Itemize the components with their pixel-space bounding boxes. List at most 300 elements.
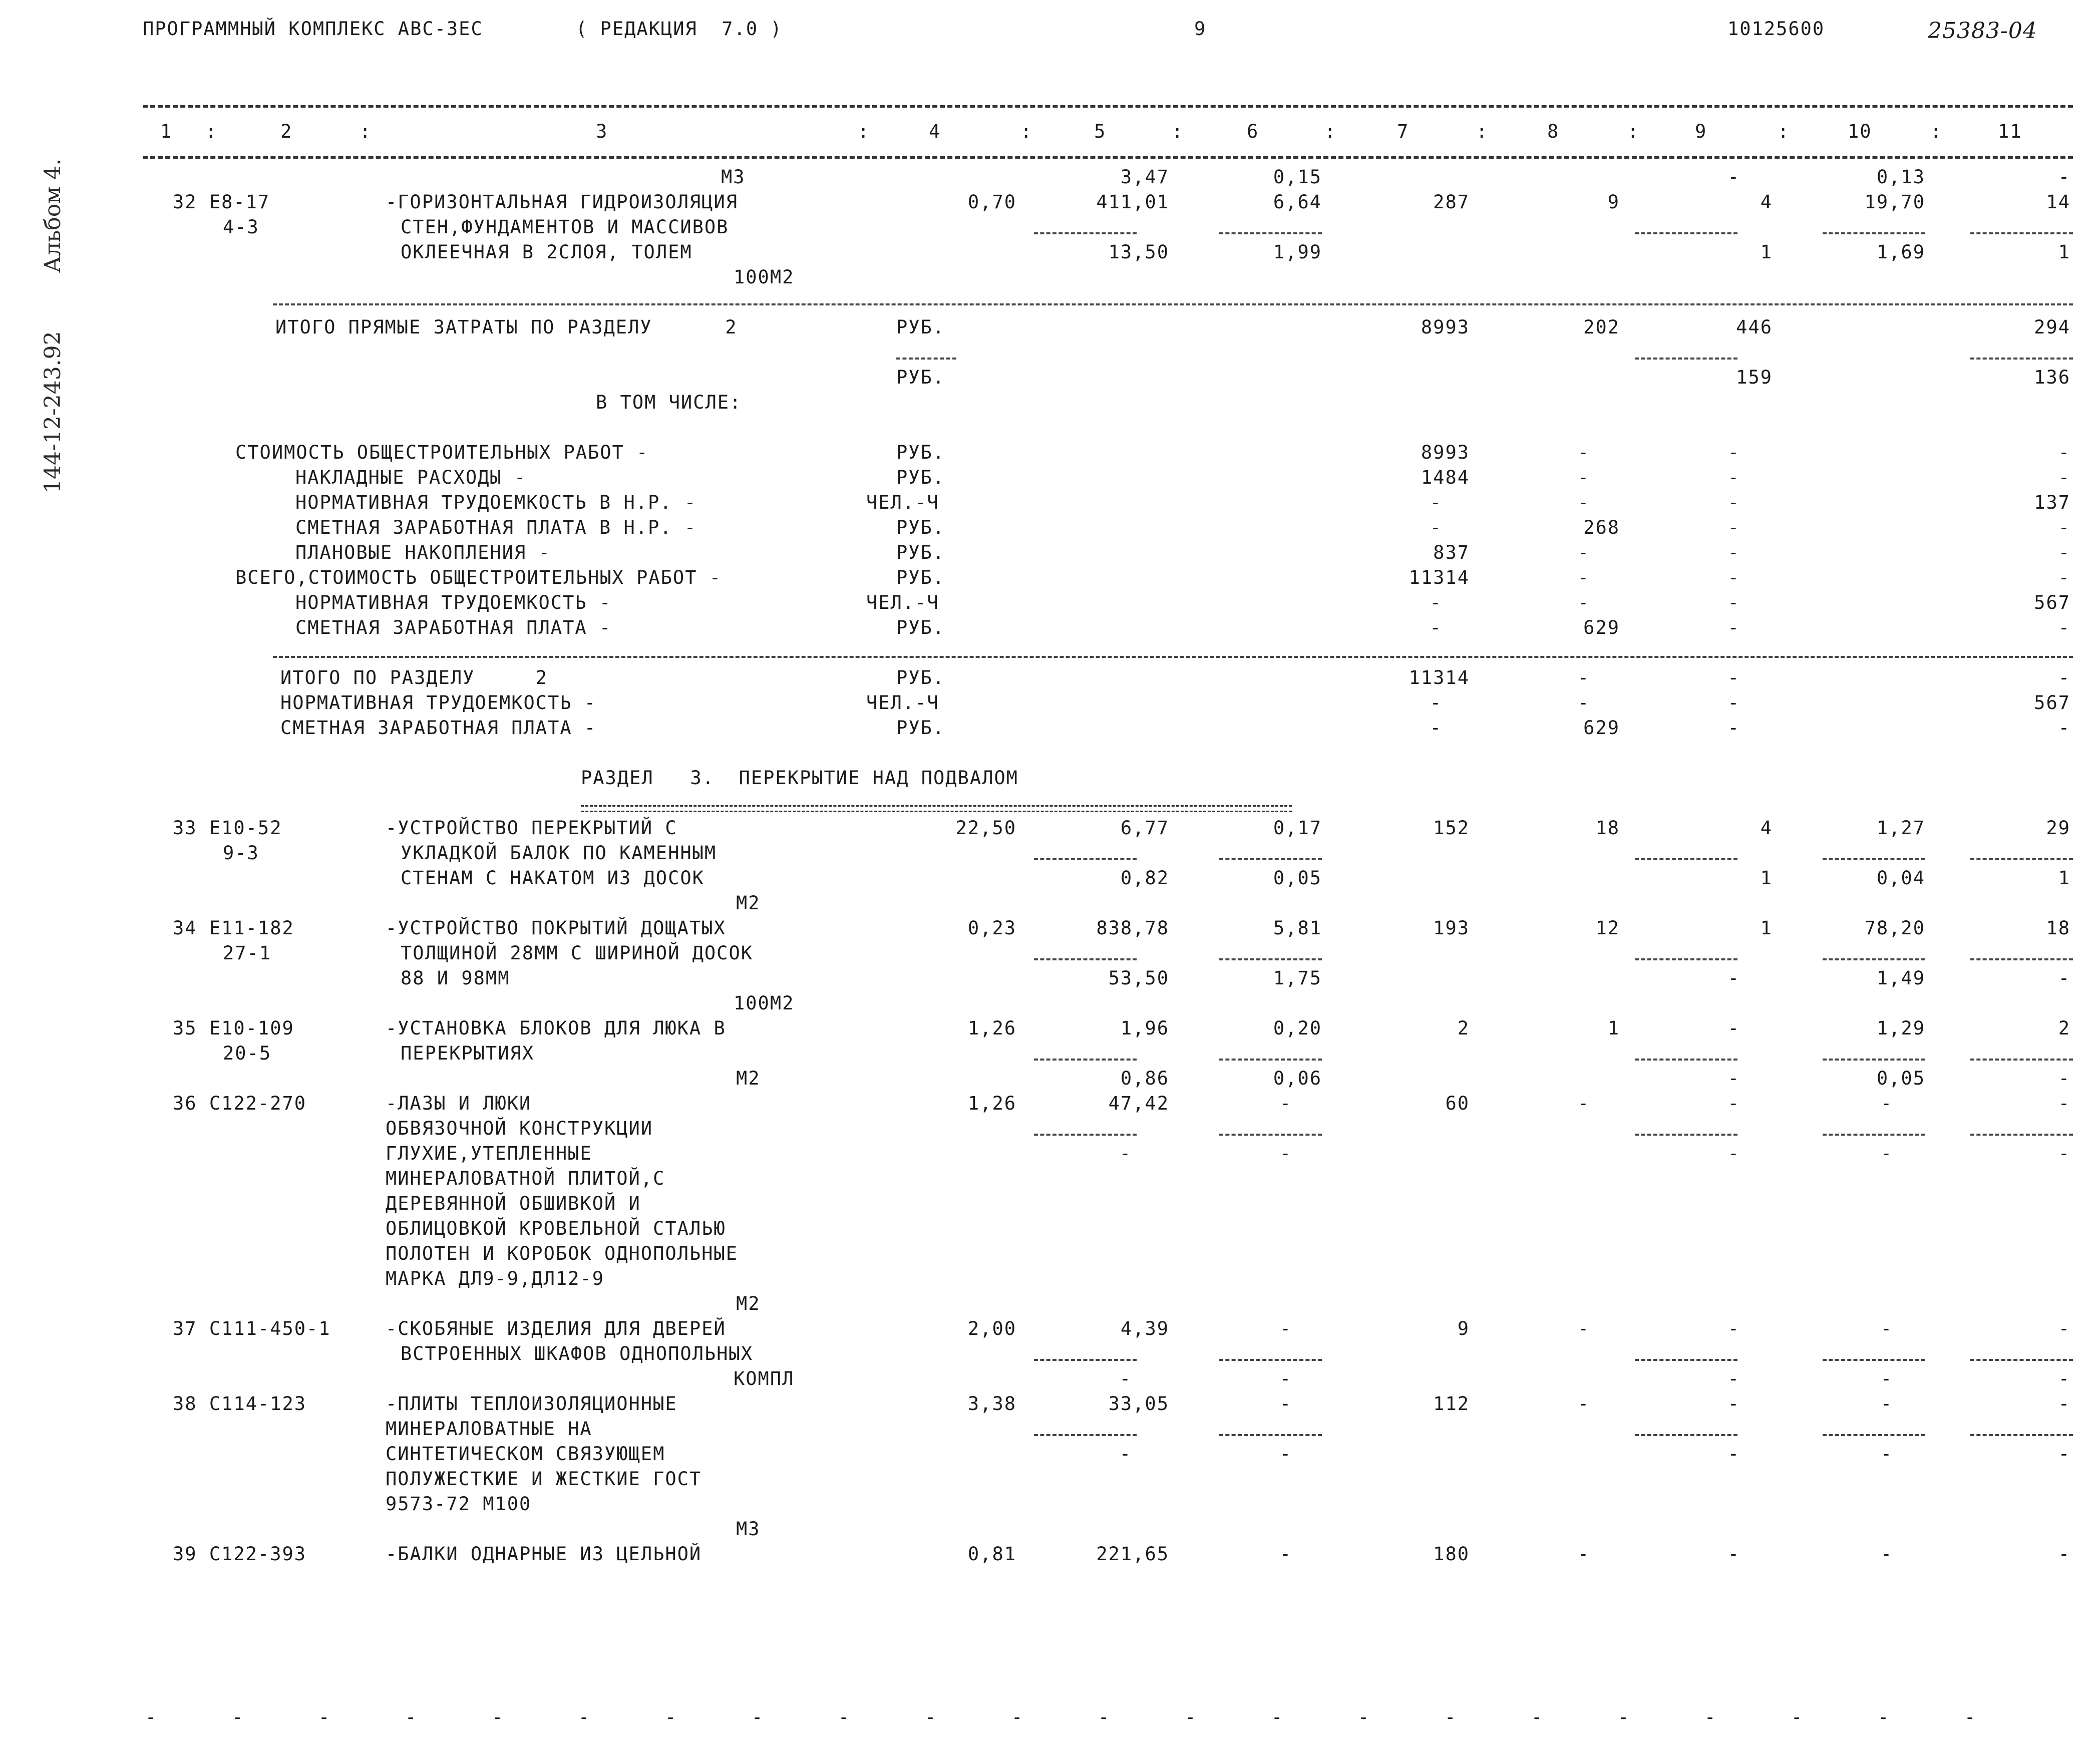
footer-dash: - — [578, 1706, 591, 1728]
table-cell: - — [1727, 1393, 1740, 1415]
table-cell: 2 — [1457, 1017, 1470, 1039]
footer-dash: - — [232, 1706, 244, 1728]
table-cell: 1 — [2058, 241, 2070, 263]
table-cell: РУБ. — [896, 367, 945, 388]
section-summary-rule — [273, 656, 2073, 658]
table-cell: ПЛАНОВЫЕ НАКОПЛЕНИЯ - — [295, 542, 551, 563]
table-cell: - — [2058, 1143, 2070, 1164]
table-cell: - — [1279, 1393, 1292, 1415]
table-cell: ЧЕЛ.-Ч — [866, 692, 939, 714]
table-cell: 78,20 — [1864, 917, 1925, 939]
table-cell: 19,70 — [1864, 191, 1925, 213]
value-rule — [1823, 958, 1925, 960]
value-rule — [1823, 858, 1925, 860]
table-cell: 27-1 — [223, 942, 272, 964]
table-cell: РУБ. — [896, 717, 945, 739]
table-cell: РУБ. — [896, 617, 945, 638]
table-cell: - — [1279, 1143, 1292, 1164]
table-cell: 287 — [1433, 191, 1470, 213]
table-cell: 9 — [1607, 191, 1620, 213]
table-cell: - — [2058, 166, 2070, 188]
table-cell: СТОИМОСТЬ ОБЩЕСТРОИТЕЛЬНЫХ РАБОТ - — [235, 442, 649, 463]
table-cell: НОРМАТИВНАЯ ТРУДОЕМКОСТЬ - — [295, 592, 612, 613]
table-cell: РУБ. — [896, 667, 945, 688]
table-cell: ОКЛЕЕЧНАЯ В 2СЛОЯ, ТОЛЕМ — [401, 241, 692, 263]
table-cell: - — [1727, 1017, 1740, 1039]
table-cell: 34 Е11-182 — [173, 917, 294, 939]
table-cell: - — [2058, 442, 2070, 463]
table-cell: 1 — [1760, 241, 1773, 263]
value-rule — [1034, 1359, 1137, 1361]
value-rule — [1219, 858, 1322, 860]
table-cell: 22,50 — [955, 817, 1016, 839]
table-cell: - — [1727, 692, 1740, 714]
table-cell: - — [2058, 1318, 2070, 1339]
table-cell: 1 — [1607, 1017, 1620, 1039]
col-sep: : — [1324, 121, 1337, 142]
col-num-1: 1 — [160, 121, 173, 142]
table-cell: 37 С111-450-1 — [173, 1318, 331, 1339]
table-cell: 1,26 — [967, 1017, 1016, 1039]
table-cell: 1,26 — [967, 1093, 1016, 1114]
table-cell: М3 — [721, 166, 746, 188]
table-cell: - — [1880, 1393, 1893, 1415]
value-rule — [1034, 232, 1137, 234]
table-cell: - — [1577, 442, 1590, 463]
table-cell: НОРМАТИВНАЯ ТРУДОЕМКОСТЬ В Н.Р. - — [295, 492, 697, 513]
page-number: 9 — [1194, 18, 1207, 40]
table-cell: 159 — [1736, 367, 1773, 388]
table-cell: - — [1880, 1143, 1893, 1164]
table-cell: 1 — [1760, 917, 1773, 939]
value-rule — [1970, 958, 2073, 960]
footer-dash: - — [405, 1706, 418, 1728]
table-cell: КОМПЛ — [734, 1368, 795, 1389]
value-rule — [1034, 858, 1137, 860]
table-cell: - — [1727, 1443, 1740, 1465]
table-cell: -УСТРОЙСТВО ПЕРЕКРЫТИЙ С — [386, 817, 677, 839]
table-cell: 20-5 — [223, 1042, 272, 1064]
table-cell: - — [1577, 667, 1590, 688]
table-cell: - — [1880, 1543, 1893, 1565]
table-cell: 11314 — [1409, 567, 1470, 588]
table-cell: -ПЛИТЫ ТЕПЛОИЗОЛЯЦИОННЫЕ — [386, 1393, 677, 1415]
table-cell: 47,42 — [1108, 1093, 1169, 1114]
table-cell: - — [1727, 492, 1740, 513]
value-rule — [1970, 1134, 2073, 1136]
table-cell: ВСЕГО,СТОИМОСТЬ ОБЩЕСТРОИТЕЛЬНЫХ РАБОТ - — [235, 567, 722, 588]
table-cell: 5,81 — [1273, 917, 1322, 939]
value-rule — [1823, 1059, 1925, 1061]
table-cell: - — [1279, 1093, 1292, 1114]
table-cell: ЧЕЛ.-Ч — [866, 492, 939, 513]
value-rule — [1219, 1434, 1322, 1436]
table-cell: - — [1577, 692, 1590, 714]
table-cell: - — [2058, 1393, 2070, 1415]
table-cell: 1,29 — [1876, 1017, 1925, 1039]
table-cell: 36 С122-270 — [173, 1093, 307, 1114]
table-cell: - — [1727, 1318, 1740, 1339]
table-cell: 3,38 — [967, 1393, 1016, 1415]
footer-dash: - — [925, 1706, 937, 1728]
table-cell: 9-3 — [223, 842, 259, 864]
table-cell: 193 — [1433, 917, 1470, 939]
table-cell: 221,65 — [1096, 1543, 1169, 1565]
table-cell: - — [1430, 617, 1442, 638]
table-cell: 100М2 — [734, 266, 795, 288]
value-rule — [1635, 232, 1737, 234]
table-cell: -УСТАНОВКА БЛОКОВ ДЛЯ ЛЮКА В — [386, 1017, 726, 1039]
col-sep: : — [1476, 121, 1489, 142]
table-cell: 3,47 — [1120, 166, 1169, 188]
table-cell: - — [1279, 1318, 1292, 1339]
value-rule — [1219, 1059, 1322, 1061]
table-cell: 1,75 — [1273, 967, 1322, 989]
table-cell: 4-3 — [223, 216, 259, 238]
table-cell: - — [1430, 717, 1442, 739]
table-cell: -СКОБЯНЫЕ ИЗДЕЛИЯ ДЛЯ ДВЕРЕЙ — [386, 1318, 726, 1339]
table-cell: - — [1880, 1093, 1893, 1114]
table-cell: 268 — [1583, 517, 1620, 538]
col-num-8: 8 — [1547, 121, 1560, 142]
col-num-4: 4 — [929, 121, 941, 142]
table-cell: - — [1727, 567, 1740, 588]
table-cell: - — [2058, 1093, 2070, 1114]
table-cell: 1,49 — [1876, 967, 1925, 989]
col-num-11: 11 — [1998, 121, 2022, 142]
footer-dash: - — [145, 1706, 158, 1728]
footer-dash: - — [1964, 1706, 1977, 1728]
table-cell: 446 — [1736, 316, 1773, 338]
table-cell: - — [1577, 542, 1590, 563]
col-num-7: 7 — [1397, 121, 1410, 142]
footer-dash: - — [665, 1706, 677, 1728]
table-cell: 38 С114-123 — [173, 1393, 307, 1415]
table-cell: 112 — [1433, 1393, 1470, 1415]
document-code: 10125600 — [1727, 18, 1825, 40]
value-rule — [1970, 1359, 2073, 1361]
table-cell: -ЛАЗЫ И ЛЮКИ — [386, 1093, 532, 1114]
table-cell: - — [1727, 442, 1740, 463]
table-cell: СИНТЕТИЧЕСКОМ СВЯЗУЮЩЕМ — [386, 1443, 665, 1465]
table-cell: 1,99 — [1273, 241, 1322, 263]
table-cell: 0,13 — [1876, 166, 1925, 188]
header-rule-bottom — [143, 156, 2073, 159]
value-rule — [1823, 1134, 1925, 1136]
table-cell: 629 — [1583, 717, 1620, 739]
table-cell: СТЕНАМ С НАКАТОМ ИЗ ДОСОК — [401, 867, 705, 889]
table-cell: - — [1880, 1368, 1893, 1389]
table-cell: СМЕТНАЯ ЗАРАБОТНАЯ ПЛАТА - — [280, 717, 597, 739]
table-cell: 0,15 — [1273, 166, 1322, 188]
table-cell: 13,50 — [1108, 241, 1169, 263]
table-cell: РУБ. — [896, 316, 945, 338]
table-cell: СТЕН,ФУНДАМЕНТОВ И МАССИВОВ — [401, 216, 729, 238]
table-cell: 9 — [1457, 1318, 1470, 1339]
value-rule — [1219, 232, 1322, 234]
table-cell: 202 — [1583, 316, 1620, 338]
table-cell: 6,64 — [1273, 191, 1322, 213]
value-rule — [1635, 1134, 1737, 1136]
table-cell: - — [2058, 542, 2070, 563]
table-cell: 567 — [2034, 592, 2070, 613]
table-cell: - — [1279, 1443, 1292, 1465]
table-cell: - — [1880, 1443, 1893, 1465]
value-rule — [896, 358, 956, 360]
value-rule — [1970, 858, 2073, 860]
section-title-underline — [581, 805, 1292, 812]
table-cell: - — [2058, 1543, 2070, 1565]
table-cell: ОБВЯЗОЧНОЙ КОНСТРУКЦИИ — [386, 1118, 653, 1139]
value-rule — [1635, 358, 1737, 360]
table-cell: - — [2058, 1068, 2070, 1089]
table-cell: ПОЛУЖЕСТКИЕ И ЖЕСТКИЕ ГОСТ — [386, 1468, 702, 1490]
table-cell: - — [2058, 717, 2070, 739]
table-cell: РУБ. — [896, 467, 945, 488]
table-cell: ПЕРЕКРЫТИЯХ — [401, 1042, 535, 1064]
col-sep: : — [1930, 121, 1943, 142]
table-cell: 53,50 — [1108, 967, 1169, 989]
table-cell: 2,00 — [967, 1318, 1016, 1339]
table-cell: - — [1727, 592, 1740, 613]
table-cell: 4 — [1760, 191, 1773, 213]
table-cell: 567 — [2034, 692, 2070, 714]
table-cell: ГЛУХИЕ,УТЕПЛЕННЫЕ — [386, 1143, 592, 1164]
value-rule — [1635, 1059, 1737, 1061]
table-cell: 29 — [2046, 817, 2070, 839]
table-cell: 60 — [1445, 1093, 1470, 1114]
value-rule — [1635, 1434, 1737, 1436]
table-cell: - — [1727, 1093, 1740, 1114]
table-cell: СМЕТНАЯ ЗАРАБОТНАЯ ПЛАТА В Н.Р. - — [295, 517, 697, 538]
table-cell: - — [1119, 1443, 1132, 1465]
table-cell: 39 С122-393 — [173, 1543, 307, 1565]
table-cell: -УСТРОЙСТВО ПОКРЫТИЙ ДОЩАТЫХ — [386, 917, 726, 939]
col-sep: : — [1778, 121, 1790, 142]
table-cell: - — [1430, 492, 1442, 513]
value-rule — [1034, 1434, 1137, 1436]
table-cell: РУБ. — [896, 517, 945, 538]
table-cell: 11314 — [1409, 667, 1470, 688]
table-cell: - — [1577, 1393, 1590, 1415]
value-rule — [1635, 1359, 1737, 1361]
table-cell: - — [1577, 1093, 1590, 1114]
footer-dash: - — [1531, 1706, 1544, 1728]
table-cell: 1,96 — [1120, 1017, 1169, 1039]
table-cell: ИТОГО ПО РАЗДЕЛУ 2 — [280, 667, 548, 688]
project-code-note: 144-12-243.92 — [40, 331, 66, 493]
section-total-rule — [273, 303, 2073, 305]
table-cell: - — [1727, 1068, 1740, 1089]
table-cell: 18 — [2046, 917, 2070, 939]
col-sep: : — [858, 121, 870, 142]
table-cell: - — [1577, 492, 1590, 513]
table-cell: ИТОГО ПРЯМЫЕ ЗАТРАТЫ ПО РАЗДЕЛУ 2 — [275, 316, 738, 338]
value-rule — [1034, 1134, 1137, 1136]
table-cell: 18 — [1595, 817, 1620, 839]
col-sep: : — [1020, 121, 1033, 142]
table-cell: 1,69 — [1876, 241, 1925, 263]
table-cell: 136 — [2034, 367, 2070, 388]
table-cell: -ГОРИЗОНТАЛЬНАЯ ГИДРОИЗОЛЯЦИЯ — [386, 191, 739, 213]
table-cell: РУБ. — [896, 442, 945, 463]
table-cell: РУБ. — [896, 567, 945, 588]
table-cell: 0,82 — [1120, 867, 1169, 889]
col-num-5: 5 — [1094, 121, 1107, 142]
table-cell: - — [1727, 1143, 1740, 1164]
table-cell: 35 Е10-109 — [173, 1017, 294, 1039]
col-num-2: 2 — [280, 121, 293, 142]
table-cell: 33,05 — [1108, 1393, 1169, 1415]
table-cell: - — [2058, 967, 2070, 989]
document-number: 25383-04 — [1928, 18, 2037, 44]
table-cell: 152 — [1433, 817, 1470, 839]
table-cell: 411,01 — [1096, 191, 1169, 213]
header-rule-top — [143, 105, 2073, 108]
footer-dash: - — [1445, 1706, 1457, 1728]
col-num-6: 6 — [1247, 121, 1259, 142]
table-cell: - — [2058, 567, 2070, 588]
value-rule — [1219, 1134, 1322, 1136]
value-rule — [1823, 1434, 1925, 1436]
table-cell: М2 — [736, 1068, 761, 1089]
table-cell: - — [1430, 592, 1442, 613]
table-cell: 1 — [1760, 867, 1773, 889]
footer-dash: - — [1011, 1706, 1024, 1728]
table-cell: УКЛАДКОЙ БАЛОК ПО КАМЕННЫМ — [401, 842, 717, 864]
table-cell: 12 — [1595, 917, 1620, 939]
table-cell: 9573-72 М100 — [386, 1493, 532, 1515]
value-rule — [1823, 232, 1925, 234]
table-cell: 0,04 — [1876, 867, 1925, 889]
table-cell: - — [1727, 517, 1740, 538]
table-cell: М2 — [736, 1293, 761, 1314]
footer-dash: - — [1704, 1706, 1717, 1728]
table-cell: 2 — [2058, 1017, 2070, 1039]
table-cell: - — [1727, 542, 1740, 563]
table-cell: НОРМАТИВНАЯ ТРУДОЕМКОСТЬ - — [280, 692, 597, 714]
table-cell: ТОЛЩИНОЙ 28ММ С ШИРИНОЙ ДОСОК — [401, 942, 754, 964]
table-cell: 0,17 — [1273, 817, 1322, 839]
footer-dash: - — [492, 1706, 504, 1728]
value-rule — [1635, 958, 1737, 960]
value-rule — [1219, 958, 1322, 960]
table-cell: - — [2058, 1368, 2070, 1389]
table-cell: - — [2058, 1443, 2070, 1465]
table-cell: 0,05 — [1876, 1068, 1925, 1089]
table-cell: - — [1727, 967, 1740, 989]
table-cell: - — [2058, 667, 2070, 688]
table-cell: 0,23 — [967, 917, 1016, 939]
footer-dash: - — [1358, 1706, 1370, 1728]
table-cell: 88 И 98ММ — [401, 967, 510, 989]
table-cell: - — [1577, 592, 1590, 613]
table-cell: - — [1430, 692, 1442, 714]
col-sep: : — [360, 121, 372, 142]
footer-dash: - — [1271, 1706, 1284, 1728]
table-cell: РАЗДЕЛ 3. ПЕРЕКРЫТИЕ НАД ПОДВАЛОМ — [581, 767, 1018, 789]
value-rule — [1970, 358, 2073, 360]
table-cell: МИНЕРАЛОВАТНЫЕ НА — [386, 1418, 592, 1440]
table-cell: - — [1577, 1318, 1590, 1339]
table-cell: 838,78 — [1096, 917, 1169, 939]
table-cell: ОБЛИЦОВКОЙ КРОВЕЛЬНОЙ СТАЛЬЮ — [386, 1218, 726, 1239]
table-cell: 1,27 — [1876, 817, 1925, 839]
table-cell: 8993 — [1421, 316, 1470, 338]
table-cell: М2 — [736, 892, 761, 914]
table-cell: - — [1119, 1143, 1132, 1164]
table-cell: - — [2058, 467, 2070, 488]
table-cell: - — [1577, 467, 1590, 488]
table-cell: 4 — [1760, 817, 1773, 839]
table-cell: 14 — [2046, 191, 2070, 213]
table-cell: 629 — [1583, 617, 1620, 638]
footer-dash: - — [1185, 1706, 1197, 1728]
album-note: Альбом 4. — [40, 158, 66, 273]
table-cell: М3 — [736, 1518, 761, 1540]
col-sep: : — [1627, 121, 1640, 142]
table-cell: 0,86 — [1120, 1068, 1169, 1089]
col-sep: : — [1172, 121, 1184, 142]
table-cell: - — [1727, 617, 1740, 638]
table-cell: 33 Е10-52 — [173, 817, 282, 839]
table-cell: 1484 — [1421, 467, 1470, 488]
table-cell: 0,20 — [1273, 1017, 1322, 1039]
table-cell: ДЕРЕВЯННОЙ ОБШИВКОЙ И — [386, 1193, 641, 1214]
value-rule — [1970, 232, 2073, 234]
edition-label: ( РЕДАКЦИЯ 7.0 ) — [576, 18, 783, 40]
footer-dash: - — [1098, 1706, 1111, 1728]
value-rule — [1034, 1059, 1137, 1061]
table-cell: - — [1727, 467, 1740, 488]
col-num-10: 10 — [1848, 121, 1872, 142]
table-cell: - — [1279, 1543, 1292, 1565]
table-cell: - — [1577, 1543, 1590, 1565]
table-cell: МИНЕРАЛОВАТНОЙ ПЛИТОЙ,С — [386, 1168, 665, 1189]
table-cell: ПОЛОТЕН И КОРОБОК ОДНОПОЛЬНЫЕ — [386, 1243, 739, 1264]
table-cell: ВСТРОЕННЫХ ШКАФОВ ОДНОПОЛЬНЫХ — [401, 1343, 754, 1364]
col-sep: : — [205, 121, 218, 142]
value-rule — [1970, 1059, 2073, 1061]
table-cell: - — [2058, 517, 2070, 538]
value-rule — [1970, 1434, 2073, 1436]
table-cell: -БАЛКИ ОДНАРНЫЕ ИЗ ЦЕЛЬНОЙ — [386, 1543, 702, 1565]
table-cell: - — [1279, 1368, 1292, 1389]
table-cell: МАРКА ДЛ9-9,ДЛ12-9 — [386, 1268, 604, 1289]
table-cell: - — [1577, 567, 1590, 588]
table-cell: 100М2 — [734, 992, 795, 1014]
table-cell: 137 — [2034, 492, 2070, 513]
footer-dash: - — [1878, 1706, 1890, 1728]
footer-dash: - — [318, 1706, 331, 1728]
footer-dash: - — [838, 1706, 851, 1728]
table-cell: - — [1727, 717, 1740, 739]
value-rule — [1635, 858, 1737, 860]
table-cell: 837 — [1433, 542, 1470, 563]
table-cell: - — [1727, 166, 1740, 188]
table-cell: 8993 — [1421, 442, 1470, 463]
table-cell: - — [1727, 667, 1740, 688]
table-cell: ЧЕЛ.-Ч — [866, 592, 939, 613]
table-cell: 6,77 — [1120, 817, 1169, 839]
value-rule — [1823, 1359, 1925, 1361]
table-cell: 294 — [2034, 316, 2070, 338]
table-cell: - — [1880, 1318, 1893, 1339]
table-cell: РУБ. — [896, 542, 945, 563]
table-cell: 0,70 — [967, 191, 1016, 213]
table-cell: СМЕТНАЯ ЗАРАБОТНАЯ ПЛАТА - — [295, 617, 612, 638]
table-cell: - — [1727, 1368, 1740, 1389]
